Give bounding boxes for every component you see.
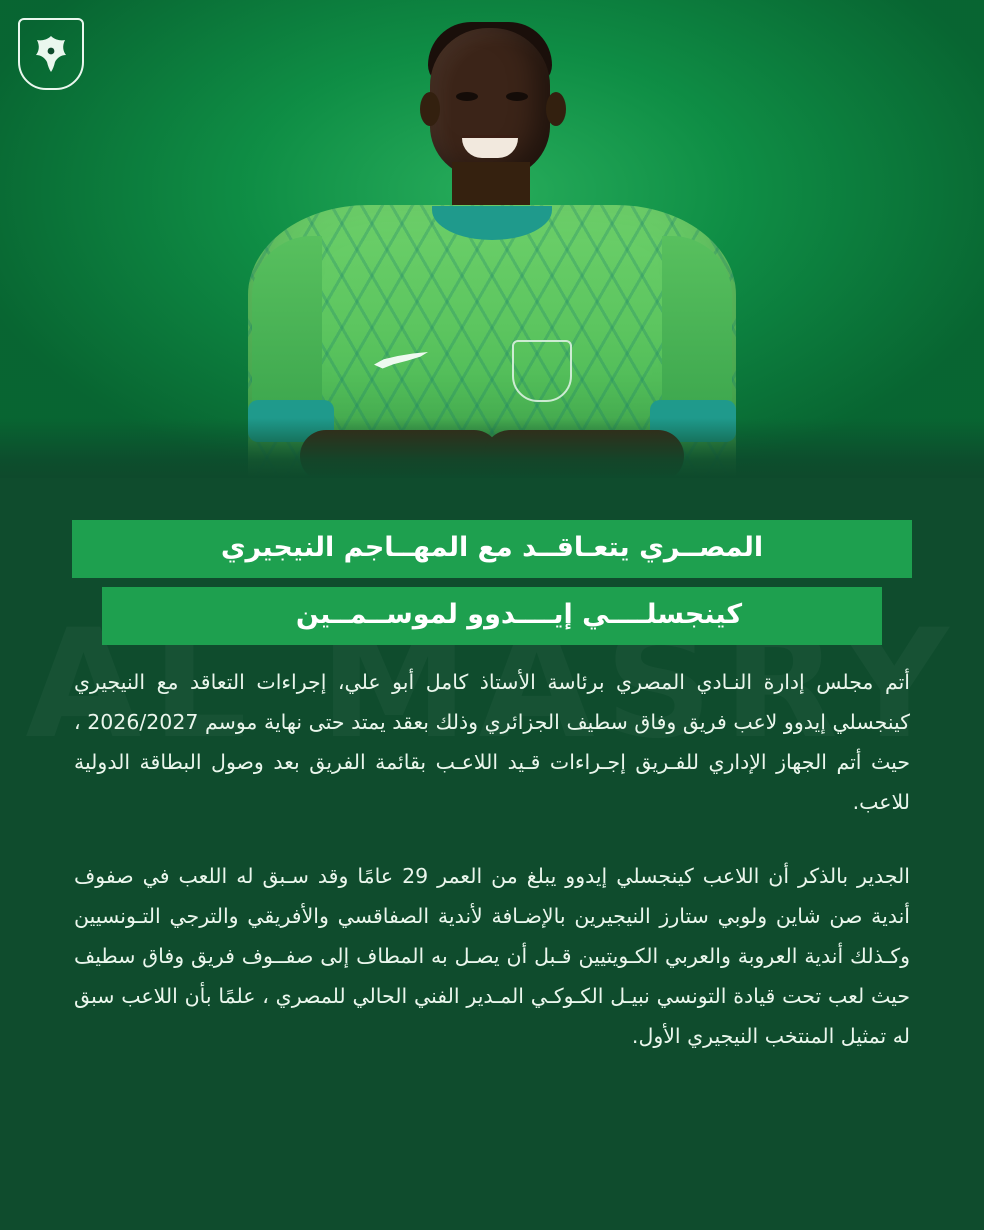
headline-line-1: المصــري يتعـاقــد مع المهــاجم النيجيري (72, 520, 912, 578)
player-photo (0, 0, 984, 478)
headline-line-2: كينجسلــــي إيــــدوو لموســمــين (102, 587, 882, 645)
player-eye-right (506, 92, 528, 101)
player-ear-left (420, 92, 440, 126)
club-crest-icon (512, 340, 572, 402)
article-paragraph-1: أتم مجلس إدارة النـادي المصري برئاسة الأستاذ كامل أبو علي، إجراءات التعاقد مع النيجيري كينجسلي إيدوو لاعب فريق وفاق سطيف الجزائري وذلك بعقد يمتد حتى نهاية موسم 2026/2027 ، حيث أتم الجهاز الإداري للفـريق إجـراءات قـيد اللاعـب بقائمة الفريق بعد وصول البطاقة الدولية للاعب. (74, 670, 910, 814)
content-panel (0, 478, 984, 1230)
player-eye-left (456, 92, 478, 101)
player-ear-right (546, 92, 566, 126)
article-body (74, 663, 910, 1057)
photo-bottom-fade (0, 418, 984, 478)
player-figure (0, 0, 984, 478)
eagle-crest-icon (18, 18, 84, 90)
article-paragraph-2: الجدير بالذكر أن اللاعب كينجسلي إيدوو يبلغ من العمر 29 عامًا وقد سـبق له اللعب في صفوف أندية صن شاين ولوبي ستارز النيجيرين بالإضـافة لأندية الصفاقسي والأفريقي والترجي التـونسيين وكـذلك أندية العروبة والعربي الكـويتيين قـبل أن يصـل به المطاف إلى صفــوف فريق وفاق سطيف حيث لعب تحت قيادة التونسي نبيـل الكـوكـي المـدير الفني الحالي للمصري ، علمًا بأن اللاعب سبق له تمثيل المنتخب النيجيري الأول. (74, 863, 910, 1048)
headline (72, 520, 912, 645)
